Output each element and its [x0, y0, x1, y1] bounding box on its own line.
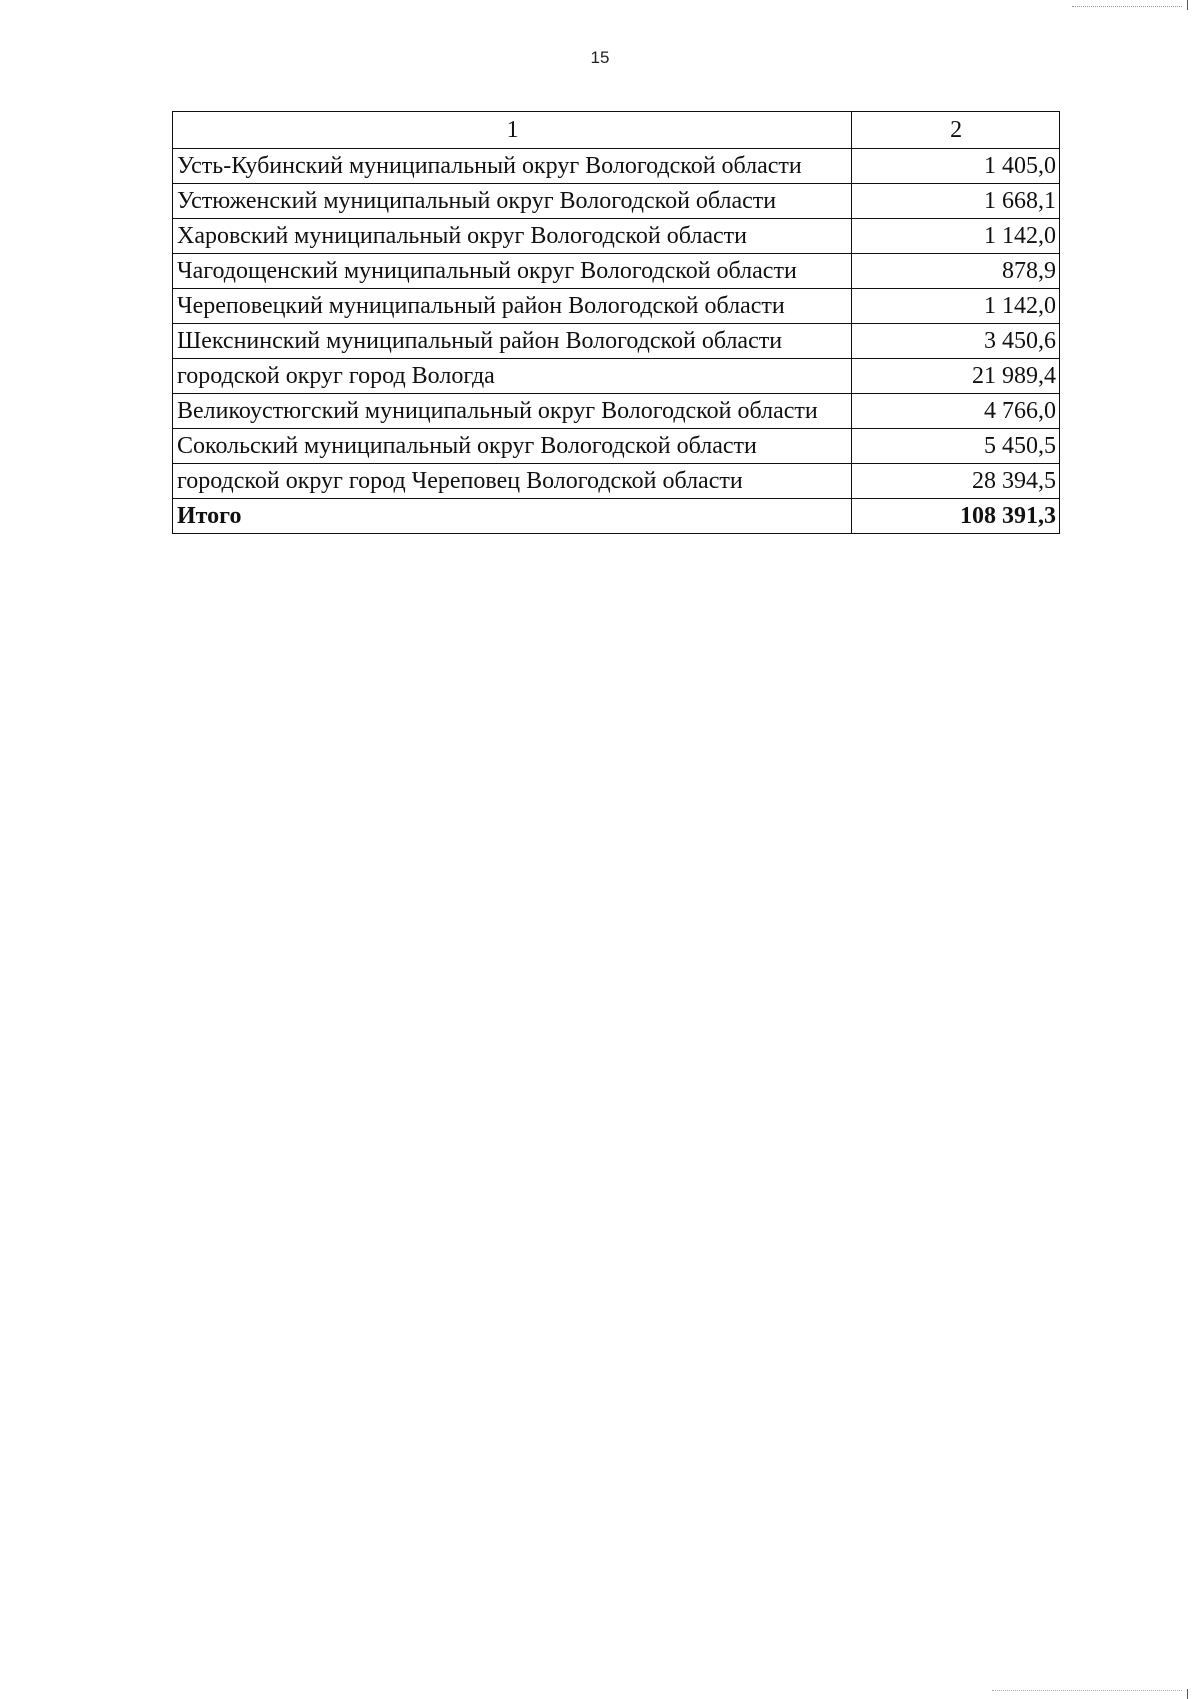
- municipality-name: Устюженский муниципальный округ Вологодской области: [173, 184, 852, 219]
- table-row: [173, 359, 1060, 394]
- table-row: [173, 429, 1060, 464]
- table-row: [173, 394, 1060, 429]
- municipality-name: Великоустюгский муниципальный округ Вологодской области: [173, 394, 852, 429]
- municipality-name: Сокольский муниципальный округ Вологодской области: [173, 429, 852, 464]
- municipality-name: Усть-Кубинский муниципальный округ Вологодской области: [173, 149, 852, 184]
- table-row: [173, 324, 1060, 359]
- table-row: [173, 254, 1060, 289]
- table-row: [173, 184, 1060, 219]
- scan-edge-mark-top: [1072, 0, 1182, 7]
- scan-edge-mark-bottom: [992, 1690, 1182, 1697]
- municipality-name: Чагодощенский муниципальный округ Вологодской области: [173, 254, 852, 289]
- page-number: 15: [590, 48, 610, 67]
- column-header-2: 2: [852, 112, 1060, 149]
- amount-value: 5 450,5: [852, 429, 1060, 464]
- municipality-name: Харовский муниципальный округ Вологодской области: [173, 219, 852, 254]
- amount-value: 1 142,0: [852, 289, 1060, 324]
- amount-value: 3 450,6: [852, 324, 1060, 359]
- amount-value: 1 668,1: [852, 184, 1060, 219]
- table-row: [173, 289, 1060, 324]
- table-header-row: [173, 112, 1060, 149]
- column-header-1: 1: [173, 112, 852, 149]
- amount-value: 28 394,5: [852, 464, 1060, 499]
- amount-value: 1 405,0: [852, 149, 1060, 184]
- amount-value: 878,9: [852, 254, 1060, 289]
- total-label: Итого: [173, 499, 852, 534]
- allocation-table: [172, 111, 1060, 534]
- total-row: [173, 499, 1060, 534]
- municipality-name: городской округ город Череповец Вологодской области: [173, 464, 852, 499]
- municipality-name: Шекснинский муниципальный район Вологодской области: [173, 324, 852, 359]
- amount-value: 4 766,0: [852, 394, 1060, 429]
- table-row: [173, 219, 1060, 254]
- amount-value: 21 989,4: [852, 359, 1060, 394]
- total-value: 108 391,3: [852, 499, 1060, 534]
- municipality-name: городской округ город Вологда: [173, 359, 852, 394]
- table-row: [173, 464, 1060, 499]
- table-row: [173, 149, 1060, 184]
- amount-value: 1 142,0: [852, 219, 1060, 254]
- municipality-name: Череповецкий муниципальный район Вологодской области: [173, 289, 852, 324]
